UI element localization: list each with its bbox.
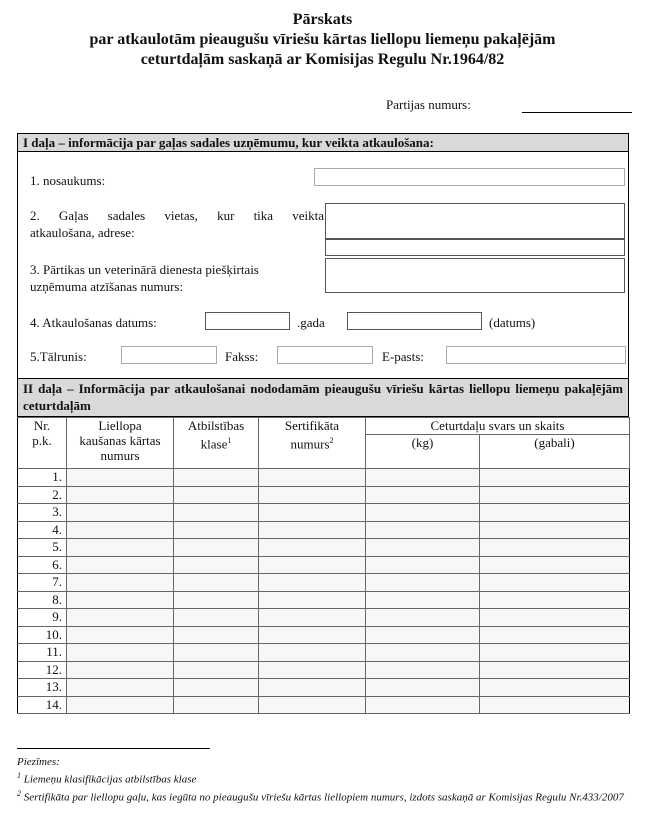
table-cell[interactable] bbox=[67, 696, 174, 714]
deboning-date-label: 4. Atkaulošanas datums: bbox=[30, 315, 157, 330]
table-cell[interactable] bbox=[259, 556, 366, 574]
table-cell[interactable] bbox=[174, 609, 259, 627]
email-field[interactable] bbox=[446, 346, 626, 364]
title-line-2: par atkaulotām pieaugušu vīriešu kārtas liellopu liemeņu pakaļējām bbox=[89, 31, 556, 48]
notes bbox=[17, 756, 629, 804]
table-cell[interactable] bbox=[366, 591, 480, 609]
row-number: 13. bbox=[18, 679, 67, 697]
table-cell[interactable] bbox=[366, 556, 480, 574]
row-number: 14. bbox=[18, 696, 67, 714]
approval-label-line-2: uzņēmuma atzīšanas numurs: bbox=[30, 279, 184, 294]
table-cell[interactable] bbox=[174, 591, 259, 609]
address-label-line-2: atkaulošana, adrese: bbox=[30, 225, 135, 240]
table-cell[interactable] bbox=[174, 679, 259, 697]
row-number: 9. bbox=[18, 609, 67, 627]
approval-label-line-1: 3. Pārtikas un veterinārā dienesta piešķirtais bbox=[30, 262, 259, 277]
table-row bbox=[18, 609, 630, 627]
phone-field[interactable] bbox=[121, 346, 217, 364]
date-field[interactable] bbox=[347, 312, 482, 330]
table-cell[interactable] bbox=[174, 521, 259, 539]
table-cell[interactable] bbox=[67, 591, 174, 609]
carcass-table bbox=[17, 417, 630, 714]
col-header-kg: (kg) bbox=[366, 435, 480, 469]
address-field-extra[interactable] bbox=[325, 239, 625, 256]
table-cell[interactable] bbox=[259, 521, 366, 539]
table-row bbox=[18, 696, 630, 714]
approval-number-field[interactable] bbox=[325, 258, 625, 293]
title-line-1: Pārskats bbox=[292, 11, 353, 28]
name-field[interactable] bbox=[314, 168, 625, 186]
date-year-field[interactable] bbox=[205, 312, 290, 330]
batch-number-label: Partijas numurs: bbox=[386, 97, 471, 112]
address-field[interactable] bbox=[325, 203, 625, 239]
note-2: $^2$ Sertifikāta par liellopu gaļu, kas iegūta no pieaugušu vīriešu kārtas liellopiem numurs, izdots saskaņā ar Komisijas Regulu Nr.433/2007 bbox=[17, 788, 624, 804]
datums-label: (datums) bbox=[489, 315, 536, 330]
table-cell[interactable] bbox=[67, 556, 174, 574]
table-row bbox=[18, 504, 630, 522]
col-header-gabali: (gabali) bbox=[480, 435, 630, 469]
table-cell[interactable] bbox=[366, 696, 480, 714]
table-cell[interactable] bbox=[480, 539, 630, 557]
table-cell[interactable] bbox=[480, 626, 630, 644]
table-cell[interactable] bbox=[259, 591, 366, 609]
table-cell[interactable] bbox=[366, 504, 480, 522]
table-cell[interactable] bbox=[366, 521, 480, 539]
table-cell[interactable] bbox=[366, 644, 480, 662]
table-cell[interactable] bbox=[480, 469, 630, 487]
table-cell[interactable] bbox=[366, 539, 480, 557]
table-row bbox=[18, 574, 630, 592]
table-row bbox=[18, 539, 630, 557]
table-cell[interactable] bbox=[480, 661, 630, 679]
table-row bbox=[18, 626, 630, 644]
table-cell[interactable] bbox=[259, 644, 366, 662]
table-cell[interactable] bbox=[366, 679, 480, 697]
table-row bbox=[18, 521, 630, 539]
table-row bbox=[18, 591, 630, 609]
table-cell[interactable] bbox=[366, 469, 480, 487]
email-label: E-pasts: bbox=[382, 349, 424, 364]
table-cell[interactable] bbox=[480, 609, 630, 627]
table-cell[interactable] bbox=[67, 574, 174, 592]
notes-heading: Piezīmes: bbox=[17, 756, 60, 768]
batch-number-field[interactable] bbox=[522, 112, 632, 113]
col-header-atbilstibas: Atbilstības klase$^1$ bbox=[174, 418, 259, 469]
table-cell[interactable] bbox=[174, 486, 259, 504]
col-header-liellopa: Liellopa kaušanas kārtas numurs bbox=[67, 418, 174, 469]
footnote-divider bbox=[17, 748, 210, 749]
col-header-nr: Nr. p.k. bbox=[18, 418, 67, 469]
row-number: 8. bbox=[18, 591, 67, 609]
table-cell[interactable] bbox=[259, 696, 366, 714]
gada-label: .gada bbox=[297, 315, 325, 330]
table-cell[interactable] bbox=[174, 539, 259, 557]
col-header-sertifikata: Sertifikāta numurs$^2$ bbox=[259, 418, 366, 469]
table-row bbox=[18, 679, 630, 697]
table-cell[interactable] bbox=[480, 644, 630, 662]
table-cell[interactable] bbox=[174, 696, 259, 714]
table-row bbox=[18, 556, 630, 574]
table-cell[interactable] bbox=[174, 574, 259, 592]
table-cell[interactable] bbox=[259, 626, 366, 644]
table-cell[interactable] bbox=[259, 609, 366, 627]
table-cell[interactable] bbox=[67, 469, 174, 487]
table-cell[interactable] bbox=[174, 504, 259, 522]
row-number: 4. bbox=[18, 521, 67, 539]
name-label: 1. nosaukums: bbox=[30, 173, 106, 188]
table-cell[interactable] bbox=[67, 504, 174, 522]
table-cell[interactable] bbox=[259, 539, 366, 557]
table-cell[interactable] bbox=[480, 679, 630, 697]
col-header-ceturtdalu: Ceturtdaļu svars un skaits bbox=[366, 418, 630, 435]
table-row bbox=[18, 644, 630, 662]
table-cell[interactable] bbox=[259, 661, 366, 679]
row-number: 10. bbox=[18, 626, 67, 644]
table-cell[interactable] bbox=[259, 679, 366, 697]
table-cell[interactable] bbox=[67, 679, 174, 697]
table-cell[interactable] bbox=[174, 661, 259, 679]
row-number: 1. bbox=[18, 469, 67, 487]
table-cell[interactable] bbox=[366, 486, 480, 504]
table-cell[interactable] bbox=[174, 626, 259, 644]
table-cell[interactable] bbox=[67, 644, 174, 662]
table-row bbox=[18, 469, 630, 487]
row-number: 7. bbox=[18, 574, 67, 592]
table-cell[interactable] bbox=[480, 574, 630, 592]
table-cell[interactable] bbox=[67, 661, 174, 679]
row-number: 3. bbox=[18, 504, 67, 522]
table-cell[interactable] bbox=[67, 626, 174, 644]
table-cell[interactable] bbox=[480, 696, 630, 714]
table-cell[interactable] bbox=[67, 539, 174, 557]
table-cell[interactable] bbox=[480, 521, 630, 539]
fax-field[interactable] bbox=[277, 346, 373, 364]
table-cell[interactable] bbox=[67, 521, 174, 539]
phone-label: 5.Tālrunis: bbox=[30, 349, 87, 364]
table-row bbox=[18, 486, 630, 504]
row-number: 12. bbox=[18, 661, 67, 679]
table-cell[interactable] bbox=[366, 574, 480, 592]
section-1 bbox=[17, 133, 629, 379]
table-cell[interactable] bbox=[366, 626, 480, 644]
fax-label: Fakss: bbox=[225, 349, 259, 364]
table-cell[interactable] bbox=[174, 644, 259, 662]
row-number: 2. bbox=[18, 486, 67, 504]
table-cell[interactable] bbox=[259, 486, 366, 504]
row-number: 6. bbox=[18, 556, 67, 574]
table-cell[interactable] bbox=[480, 504, 630, 522]
table-cell[interactable] bbox=[259, 504, 366, 522]
table-cell[interactable] bbox=[259, 574, 366, 592]
row-number: 5. bbox=[18, 539, 67, 557]
table-cell[interactable] bbox=[174, 469, 259, 487]
table-cell[interactable] bbox=[67, 609, 174, 627]
table-row bbox=[18, 661, 630, 679]
table-cell[interactable] bbox=[366, 661, 480, 679]
table-cell[interactable] bbox=[174, 556, 259, 574]
address-label-line-1: 2. Gaļas sadales vietas, kur tika veikta bbox=[30, 208, 324, 223]
table-cell[interactable] bbox=[259, 469, 366, 487]
table-cell[interactable] bbox=[480, 591, 630, 609]
table-cell[interactable] bbox=[480, 486, 630, 504]
table-cell[interactable] bbox=[67, 486, 174, 504]
title-line-3: ceturtdaļām saskaņā ar Komisijas Regulu Nr.1964/82 bbox=[140, 51, 505, 68]
row-number: 11. bbox=[18, 644, 67, 662]
table-cell[interactable] bbox=[366, 609, 480, 627]
section-2-heading: II daļa – Informācija par atkaulošanai nododamām pieaugušu vīriešu kārtas liellopu liemeņu pakaļējām ceturtdaļām bbox=[17, 379, 629, 417]
note-1: $^1$ Liemeņu klasifikācijas atbilstības klase bbox=[17, 771, 197, 786]
section-2 bbox=[17, 379, 629, 714]
table-cell[interactable] bbox=[480, 556, 630, 574]
section-1-heading: I daļa – informācija par gaļas sadales uzņēmumu, kur veikta atkaulošana: bbox=[18, 134, 628, 152]
